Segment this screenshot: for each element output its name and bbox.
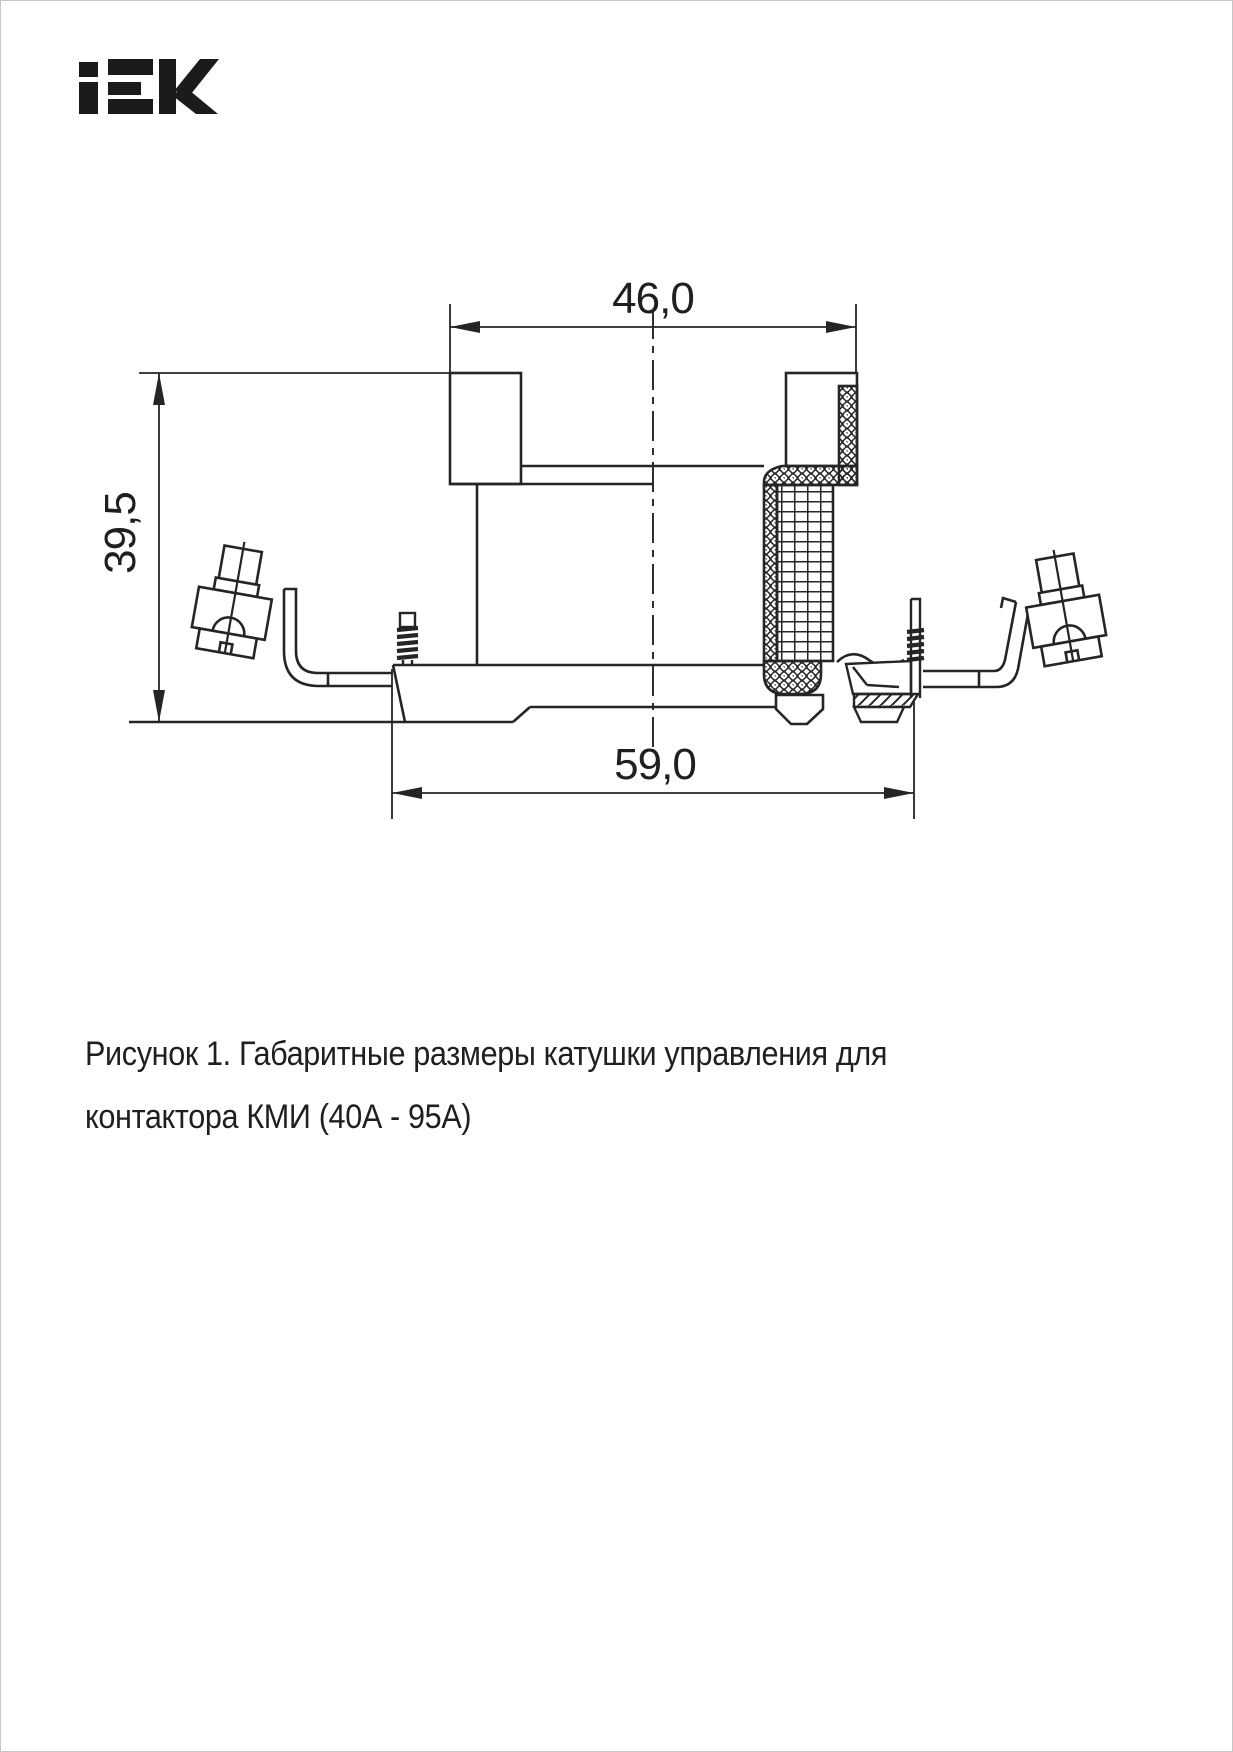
base-foot — [776, 695, 823, 724]
logo-e-top-bar — [108, 59, 153, 75]
spring-coils — [397, 628, 418, 658]
base-profile — [129, 665, 823, 724]
right-contact-cluster — [846, 661, 918, 722]
left-spring — [397, 613, 418, 665]
arrowhead-up — [153, 373, 165, 405]
contact-block-upper — [846, 661, 911, 694]
pin-spring-coils — [907, 630, 924, 660]
dim-label-top-width: 46,0 — [612, 274, 694, 323]
arrowhead-down — [153, 690, 165, 722]
figure-caption — [85, 1023, 895, 1149]
dim-label-bottom-width: 59,0 — [614, 740, 696, 789]
arrowhead-right — [826, 321, 856, 333]
yoke-left-limb — [450, 373, 521, 484]
clip-section-hatch — [854, 694, 918, 707]
left-screw-terminal — [188, 535, 280, 659]
right-terminal-bracket — [923, 598, 1029, 687]
arrowhead-left — [392, 787, 422, 799]
logo-e-bottom-bar — [108, 99, 153, 114]
iek-logo — [79, 59, 219, 114]
technical-drawing — [1, 1, 1233, 1752]
logo-k — [159, 59, 219, 114]
figure-caption-line2: контактора КМИ (40А - 95А) — [85, 1098, 472, 1136]
logo-i-stem — [79, 82, 98, 114]
logo-i-dot — [79, 62, 98, 77]
figure-caption-line1: Рисунок 1. Габаритные размеры катушки управления для — [85, 1035, 888, 1073]
coil-winding-hatch — [777, 485, 833, 661]
logo-e-mid-bar — [108, 82, 141, 95]
arrowhead-left — [450, 321, 480, 333]
contact-block-lower — [854, 707, 904, 722]
dimension-left-height — [139, 373, 450, 722]
right-screw-terminal — [1017, 543, 1109, 667]
left-terminal-bracket — [284, 589, 392, 686]
dim-label-left-height: 39,5 — [96, 492, 145, 574]
arrowhead-right — [884, 787, 914, 799]
